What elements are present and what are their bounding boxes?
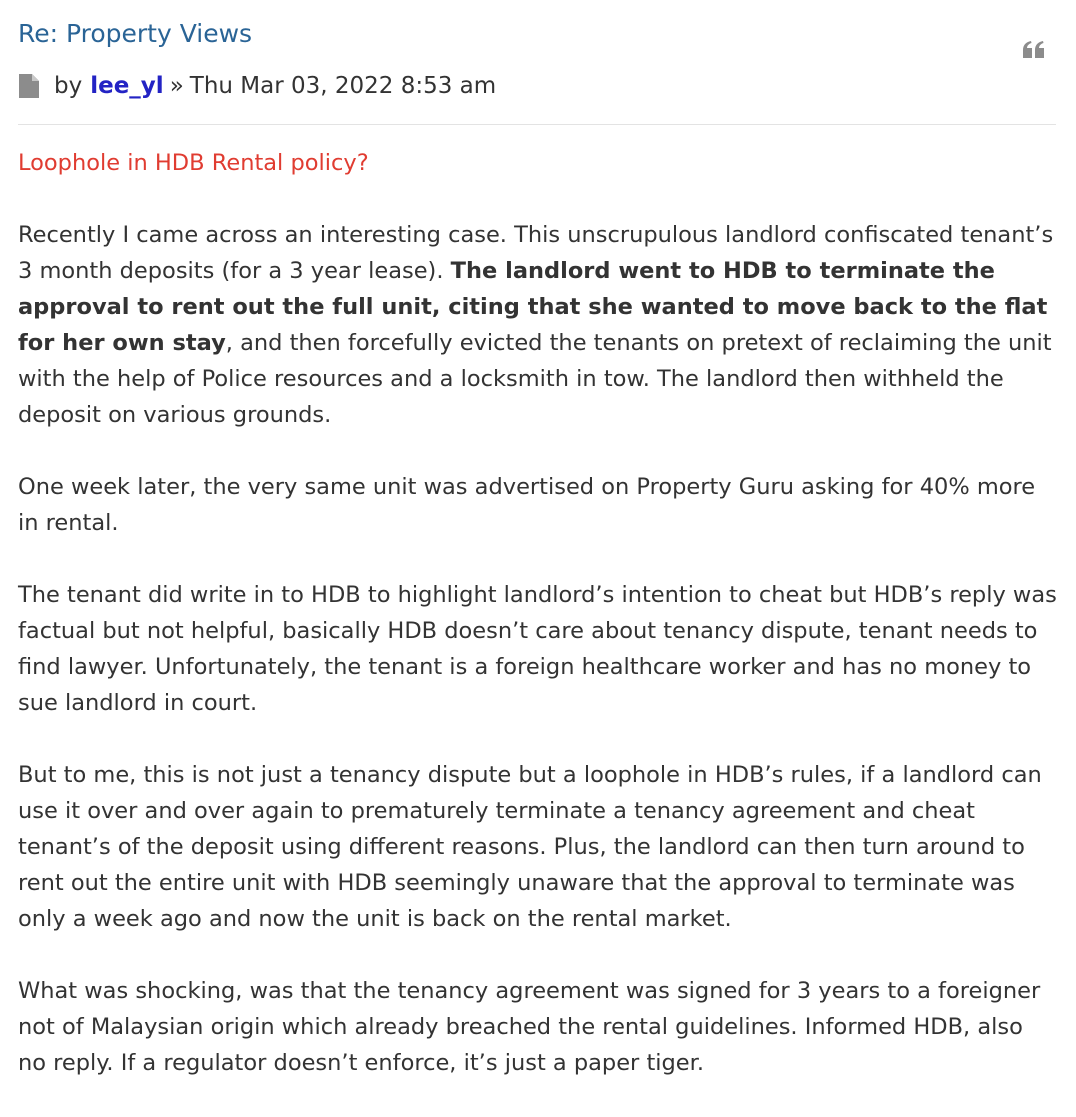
- post-author-line: [18, 68, 496, 104]
- quote-button[interactable]: [1022, 38, 1046, 62]
- content-headline: Loophole in HDB Rental policy?: [18, 150, 369, 176]
- post-title-link[interactable]: Re: Property Views: [18, 19, 253, 48]
- paragraph-5: What was shocking, was that the tenancy agreement was signed for 3 years to a foreigner not of Malaysian origin which already breached the rental guidelines. Informed HDB, also no reply. If a regulator doesn’t enforce, it’s just a paper tiger.: [18, 978, 1041, 1076]
- paragraph-4: But to me, this is not just a tenancy dispute but a loophole in HDB’s rules, if a landlord can use it over and over again to prematurely terminate a tenancy agreement and cheat tenant’s of the deposit using different reasons. Plus, the landlord can then turn around to rent out the entire unit with HDB seemingly unaware that the approval to terminate was only a week ago and now the unit is back on the rental market.: [18, 762, 1042, 932]
- post-content: [18, 145, 1058, 1117]
- quote-icon: [1022, 40, 1046, 60]
- paragraph-2: One week later, the very same unit was advertised on Property Guru asking for 40% more in rental.: [18, 474, 1036, 536]
- post-timestamp: Thu Mar 03, 2022 8:53 am: [189, 73, 497, 99]
- paragraph-3: The tenant did write in to HDB to highlight landlord’s intention to cheat but HDB’s reply was factual but not helpful, basically HDB doesn’t care about tenancy dispute, tenant needs to find lawyer. Unfortunately, the tenant is a foreign healthcare worker and has no money to sue landlord in court.: [18, 582, 1057, 716]
- paragraph-1-text-b: , and then forcefully evicted the tenants on pretext of reclaiming the unit with the help of Police resources and a locksmith in tow. The landlord then withheld the deposit on various grounds.: [18, 330, 1052, 428]
- by-label: by: [54, 73, 83, 99]
- paragraph-1: [18, 217, 1058, 433]
- paragraph-1-text-a: Recently I came across an interesting case. This unscrupulous landlord confiscated tenant’s 3 month deposits (for a 3 year lease).: [18, 222, 1054, 284]
- document-icon[interactable]: [18, 73, 40, 99]
- paragraph-1-bold: The landlord went to HDB to terminate the approval to rent out the full unit, citing that she wanted to move back to the flat for her own stay: [18, 258, 1048, 356]
- separator: »: [169, 73, 184, 99]
- post-divider: [18, 124, 1056, 125]
- author-link[interactable]: lee_yl: [90, 73, 164, 99]
